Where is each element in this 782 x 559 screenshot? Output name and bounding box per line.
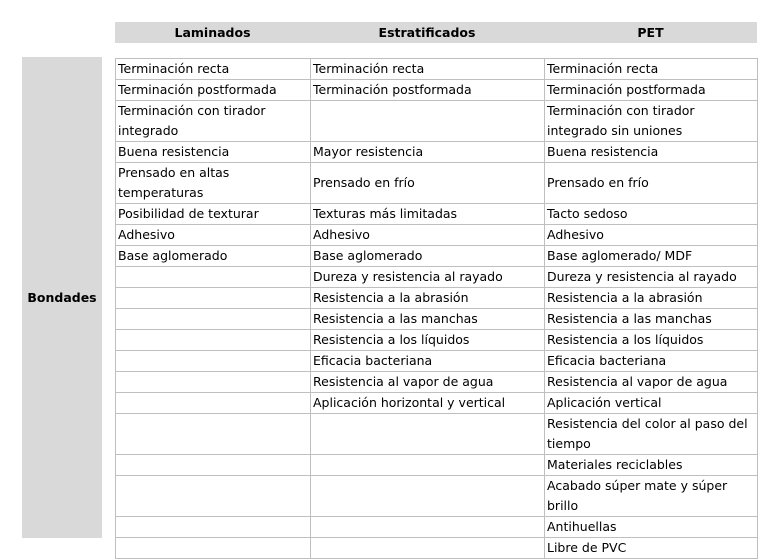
- cell-estratificados: [311, 517, 545, 538]
- table-row: [116, 101, 758, 142]
- table-row: [116, 80, 758, 101]
- table-row: [116, 59, 758, 80]
- table-row: [116, 142, 758, 163]
- cell-estratificados: Resistencia a las manchas: [311, 309, 545, 330]
- cell-laminados: Terminación postformada: [116, 80, 311, 101]
- cell-laminados: [116, 309, 311, 330]
- cell-laminados: [116, 538, 311, 559]
- comparison-table-body: [116, 59, 758, 559]
- header-laminados: Laminados: [115, 22, 310, 43]
- table-row: [116, 225, 758, 246]
- cell-estratificados: Mayor resistencia: [311, 142, 545, 163]
- cell-pet: Prensado en frío: [545, 163, 758, 204]
- cell-pet: Acabado súper mate y súper brillo: [545, 476, 758, 517]
- header-pet: PET: [544, 22, 757, 43]
- table-row: [116, 414, 758, 455]
- cell-estratificados: Dureza y resistencia al rayado: [311, 267, 545, 288]
- table-row: [116, 476, 758, 517]
- cell-pet: Materiales reciclables: [545, 455, 758, 476]
- cell-estratificados: Texturas más limitadas: [311, 204, 545, 225]
- cell-laminados: [116, 372, 311, 393]
- cell-estratificados: [311, 101, 545, 142]
- table-row: [116, 372, 758, 393]
- cell-pet: Terminación postformada: [545, 80, 758, 101]
- cell-pet: Libre de PVC: [545, 538, 758, 559]
- cell-laminados: Base aglomerado: [116, 246, 311, 267]
- table-row: [116, 163, 758, 204]
- table-row: [116, 393, 758, 414]
- cell-estratificados: Prensado en frío: [311, 163, 545, 204]
- cell-pet: Resistencia del color al paso del tiempo: [545, 414, 758, 455]
- cell-pet: Resistencia a la abrasión: [545, 288, 758, 309]
- table-row: [116, 204, 758, 225]
- table-row: [116, 288, 758, 309]
- cell-laminados: [116, 455, 311, 476]
- cell-estratificados: Resistencia al vapor de agua: [311, 372, 545, 393]
- cell-pet: Base aglomerado/ MDF: [545, 246, 758, 267]
- header-estratificados: Estratificados: [310, 22, 544, 43]
- cell-laminados: [116, 267, 311, 288]
- cell-pet: Dureza y resistencia al rayado: [545, 267, 758, 288]
- cell-laminados: [116, 517, 311, 538]
- cell-laminados: Buena resistencia: [116, 142, 311, 163]
- cell-pet: Adhesivo: [545, 225, 758, 246]
- cell-estratificados: Aplicación horizontal y vertical: [311, 393, 545, 414]
- cell-laminados: [116, 393, 311, 414]
- cell-estratificados: Eficacia bacteriana: [311, 351, 545, 372]
- table-row: [116, 246, 758, 267]
- cell-laminados: [116, 476, 311, 517]
- cell-estratificados: Adhesivo: [311, 225, 545, 246]
- cell-estratificados: Resistencia a la abrasión: [311, 288, 545, 309]
- cell-laminados: Adhesivo: [116, 225, 311, 246]
- cell-estratificados: Base aglomerado: [311, 246, 545, 267]
- cell-laminados: Prensado en altas temperaturas: [116, 163, 311, 204]
- cell-pet: Resistencia al vapor de agua: [545, 372, 758, 393]
- table-row: [116, 351, 758, 372]
- cell-estratificados: Resistencia a los líquidos: [311, 330, 545, 351]
- cell-pet: Resistencia a las manchas: [545, 309, 758, 330]
- cell-pet: Eficacia bacteriana: [545, 351, 758, 372]
- cell-estratificados: [311, 538, 545, 559]
- cell-laminados: Terminación recta: [116, 59, 311, 80]
- cell-laminados: Posibilidad de texturar: [116, 204, 311, 225]
- table-row: [116, 267, 758, 288]
- cell-pet: Tacto sedoso: [545, 204, 758, 225]
- table-row: [116, 538, 758, 559]
- cell-pet: Terminación recta: [545, 59, 758, 80]
- cell-estratificados: Terminación recta: [311, 59, 545, 80]
- cell-pet: Buena resistencia: [545, 142, 758, 163]
- side-label-bondades: Bondades: [22, 57, 102, 538]
- table-row: [116, 455, 758, 476]
- table-row: [116, 330, 758, 351]
- cell-pet: Antihuellas: [545, 517, 758, 538]
- cell-pet: Resistencia a los líquidos: [545, 330, 758, 351]
- comparison-table: [115, 58, 758, 559]
- cell-laminados: [116, 414, 311, 455]
- cell-laminados: [116, 288, 311, 309]
- cell-laminados: Terminación con tirador integrado: [116, 101, 311, 142]
- cell-estratificados: [311, 476, 545, 517]
- cell-estratificados: [311, 455, 545, 476]
- cell-pet: Terminación con tirador integrado sin uniones: [545, 101, 758, 142]
- cell-estratificados: [311, 414, 545, 455]
- cell-pet: Aplicación vertical: [545, 393, 758, 414]
- table-row: [116, 517, 758, 538]
- cell-laminados: [116, 351, 311, 372]
- table-row: [116, 309, 758, 330]
- cell-estratificados: Terminación postformada: [311, 80, 545, 101]
- cell-laminados: [116, 330, 311, 351]
